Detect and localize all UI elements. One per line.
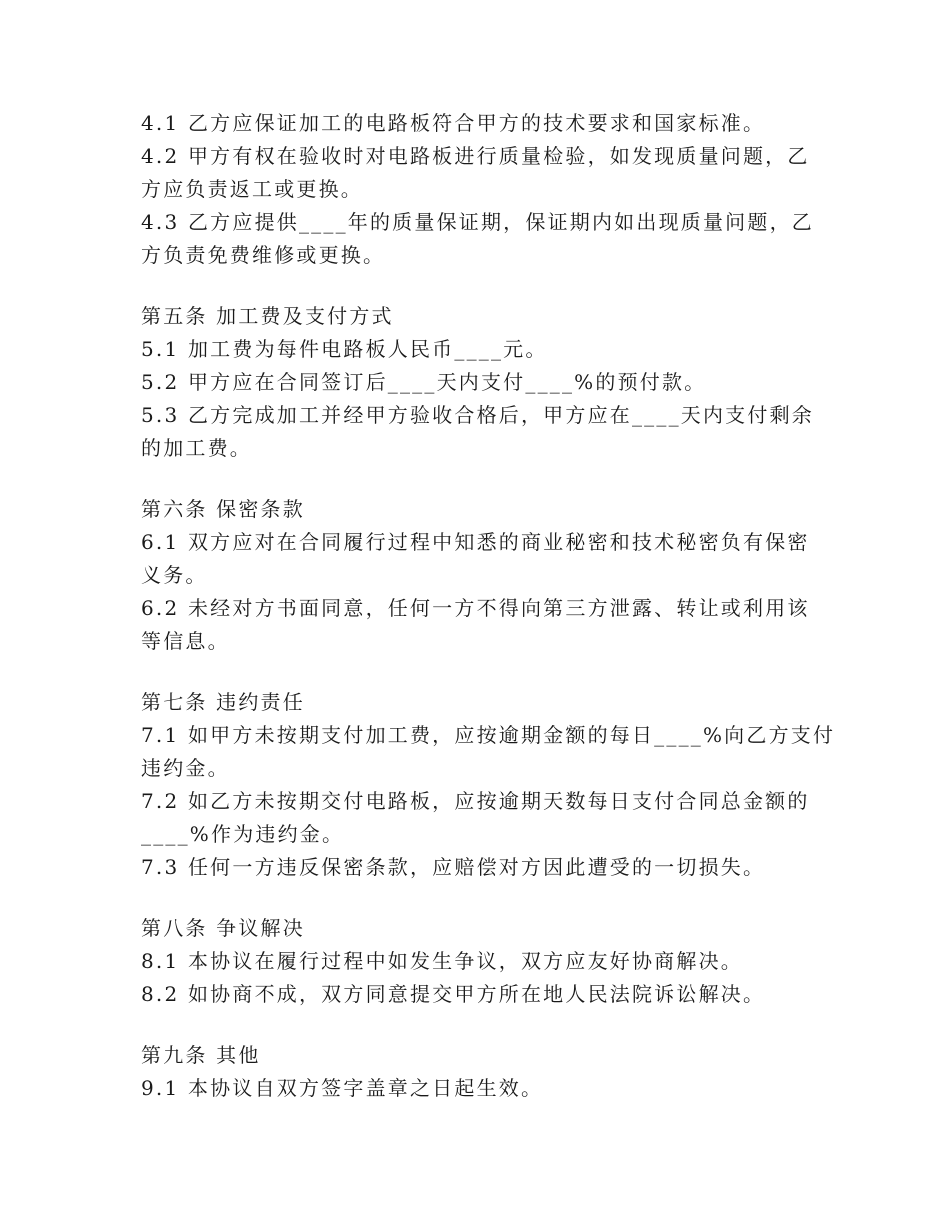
- clause-4-1: 4.1 乙方应保证加工的电路板符合甲方的技术要求和国家标准。: [141, 111, 766, 135]
- clause-8-1: 8.1 本协议在履行过程中如发生争议，双方应友好协商解决。: [141, 949, 743, 973]
- clause-7-3: 7.3 任何一方违反保密条款，应赔偿对方因此遭受的一切损失。: [141, 855, 766, 879]
- clause-4-2-line-1: 4.2 甲方有权在验收时对电路板进行质量检验，如发现质量问题，乙: [141, 144, 810, 168]
- clause-4-3-line-1: 4.3 乙方应提供____年的质量保证期，保证期内如出现质量问题，乙: [141, 210, 814, 234]
- document-body: [141, 107, 836, 1105]
- section-gap: [141, 465, 811, 493]
- clause-7-2-line-2: ____%作为违约金。: [141, 822, 345, 846]
- section-heading-9: 第九条 其他: [141, 1043, 261, 1067]
- clause-6-2-line-2: 等信息。: [141, 629, 230, 653]
- clause-7-1-line-2: 违约金。: [141, 756, 230, 780]
- section-gap: [141, 1011, 811, 1039]
- clause-5-3-line-2: 的加工费。: [141, 436, 252, 460]
- clause-5-3-line-1: 5.3 乙方完成加工并经甲方验收合格后，甲方应在____天内支付剩余: [141, 403, 814, 427]
- clause-8-2: 8.2 如协商不成，双方同意提交甲方所在地人民法院诉讼解决。: [141, 982, 766, 1006]
- clause-5-2: 5.2 甲方应在合同签订后____天内支付____%的预付款。: [141, 370, 707, 394]
- clause-6-2-line-1: 6.2 未经对方书面同意，任何一方不得向第三方泄露、转让或利用该: [141, 596, 810, 620]
- section-heading-5: 第五条 加工费及支付方式: [141, 304, 394, 328]
- clause-7-2-line-1: 7.2 如乙方未按期交付电路板，应按逾期天数每日支付合同总金额的: [141, 789, 810, 813]
- section-gap: [141, 658, 811, 686]
- clause-9-1: 9.1 本协议自双方签字盖章之日起生效。: [141, 1076, 544, 1100]
- clause-6-1-line-1: 6.1 双方应对在合同履行过程中知悉的商业秘密和技术秘密负有保密: [141, 530, 810, 554]
- clause-5-1: 5.1 加工费为每件电路板人民币____元。: [141, 337, 548, 361]
- clause-4-3-line-2: 方负责免费维修或更换。: [141, 243, 386, 267]
- section-heading-7: 第七条 违约责任: [141, 690, 305, 714]
- clause-7-1-line-1: 7.1 如甲方未按期支付加工费，应按逾期金额的每日____%向乙方支付: [141, 723, 836, 747]
- section-heading-8: 第八条 争议解决: [141, 916, 305, 940]
- clause-4-2-line-2: 方应负责返工或更换。: [141, 177, 363, 201]
- clause-6-1-line-2: 义务。: [141, 563, 208, 587]
- section-gap: [141, 272, 811, 300]
- section-gap: [141, 884, 811, 912]
- section-heading-6: 第六条 保密条款: [141, 497, 305, 521]
